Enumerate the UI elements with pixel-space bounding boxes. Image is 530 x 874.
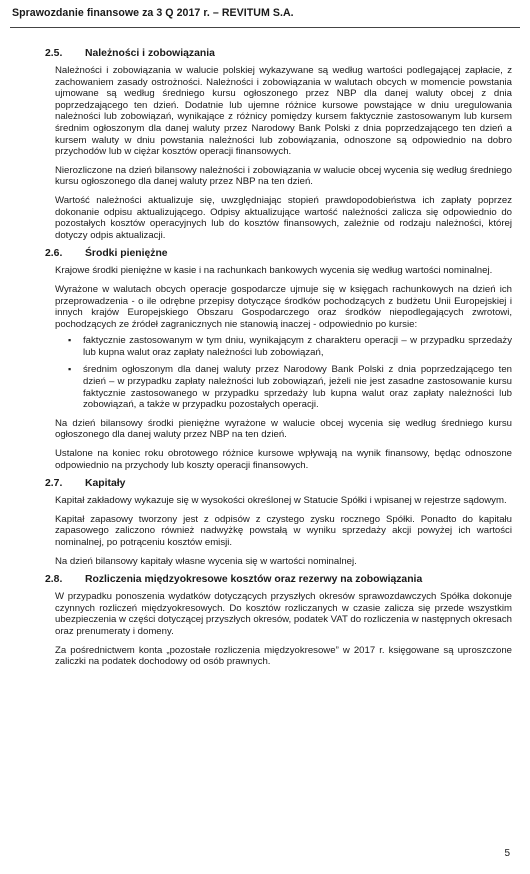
header-divider xyxy=(10,27,520,28)
square-bullet-icon: ▪ xyxy=(68,335,72,346)
list-item xyxy=(47,335,512,358)
document-body xyxy=(47,48,512,675)
section-heading-2-8 xyxy=(45,574,512,585)
section-heading-2-7 xyxy=(45,478,512,489)
section-number: 2.7. xyxy=(45,478,63,490)
section-title: Rozliczenia międzyokresowe kosztów oraz rezerwy na zobowiązania xyxy=(85,574,423,586)
list-item xyxy=(47,364,512,410)
paragraph: Wartość należności aktualizuje się, uwzględniając stopień prawdopodobieństwa ich zapłaty poprzez dokonanie odpisu aktualizującego. Odpisy aktualizujące wartość należności zalicza się odpowiednio do pozostałych kosztów operacyjnych lub do kosztów finansowych, zależnie od rodzaju należności, której dotyczy odpis aktualizacji. xyxy=(55,194,512,241)
paragraph: Należności i zobowiązania w walucie polskiej wykazywane są według wartości podlegającej zapłacie, z zachowaniem zasady ostrożności. Należności i zobowiązania w walutach obcych w momencie powstania ujmowane są według średniego kursu ogłoszonego przez NBP dla danej waluty obcej z dnia poprzedzającego ten dzień. Dodatnie lub ujemne różnice kursowe powstające w dniu uregulowania należności lub zobowiązań, wynikające z różnicy pomiędzy kursem faktycznie zastosowanym lub kursem średnim ogłoszonym dla danej waluty przez Narodowy Bank Polski z dnia poprzedzającego ten dzień a kursem waluty w dniu powstania należności lub zobowiązania, odnoszone są odpowiednio na dobro przychodów lub w ciężar kosztów operacji finansowych. xyxy=(55,65,512,158)
paragraph: W przypadku ponoszenia wydatków dotyczących przyszłych okresów sprawozdawczych Spółka dokonuje czynnych rozliczeń międzyokresowych. Do kosztów rozliczanych w czasie zalicza się przede wszystkim ubezpieczenia w części dotyczącej przyszłych okresów, podatek VAT do rozliczenia w następnych okresach oraz prenumeraty i domeny. xyxy=(55,591,512,637)
paragraph: Wyrażone w walutach obcych operacje gospodarcze ujmuje się w księgach rachunkowych na dzień ich przeprowadzenia - o ile odrębne przepisy dotyczące środków pochodzących z budżetu Unii Europejskiej i innych krajów Europejskiego Obszaru Gospodarczego oraz środków niepodlegających zwrotowi, pochodzących ze źródeł zagranicznych nie stanowią inaczej - odpowiednio po kursie: xyxy=(55,283,512,330)
paragraph: Ustalone na koniec roku obrotowego różnice kursowe wpływają na wynik finansowy, będąc odnoszone odpowiednio na przychody lub koszty operacji finansowych. xyxy=(55,448,512,471)
list-item-text: faktycznie zastosowanym w tym dniu, wynikającym z charakteru operacji – w przypadku sprzedaży lub kupna walut oraz zapłaty należności lub zobowiązań, xyxy=(83,335,512,358)
paragraph: Krajowe środki pieniężne w kasie i na rachunkach bankowych wycenia się według wartości nominalnej. xyxy=(55,265,493,277)
paragraph: Na dzień bilansowy kapitały własne wycenia się w wartości nominalnej. xyxy=(55,555,357,567)
document-header: Sprawozdanie finansowe za 3 Q 2017 r. – REVITUM S.A. xyxy=(12,7,294,19)
section-number: 2.6. xyxy=(45,248,63,260)
paragraph: Kapitał zapasowy tworzony jest z odpisów z czystego zysku rocznego Spółki. Ponadto do kapitału zapasowego zaliczono również nadwyżkę powstałą w wyniku sprzedaży akcji powyżej ich wartości nominalnej, po potrąceniu kosztów emisji. xyxy=(55,513,512,548)
section-heading-2-5 xyxy=(45,48,512,59)
section-number: 2.5. xyxy=(45,48,63,59)
section-heading-2-6 xyxy=(45,248,512,259)
section-title: Należności i zobowiązania xyxy=(85,48,215,59)
page-number: 5 xyxy=(504,848,510,859)
paragraph: Nierozliczone na dzień bilansowy należności i zobowiązania w walucie obcej wycenia się według średniego kursu ogłoszonego dla danej waluty przez NBP na ten dzień. xyxy=(55,164,512,188)
section-title: Kapitały xyxy=(85,478,126,490)
square-bullet-icon: ▪ xyxy=(68,364,72,375)
paragraph: Kapitał zakładowy wykazuje się w wysokości określonej w Statucie Spółki i wpisanej w rejestrze sądowym. xyxy=(55,495,507,507)
list-item-text: średnim ogłoszonym dla danej waluty przez Narodowy Bank Polski z dnia poprzedzającego ten dzień – w przypadku zapłaty należności lub zobowiązań, jeżeli nie jest zasadne zastosowanie kursu faktycznie zastosowanego w przypadku sprzedaży lub kupna walut oraz zapłaty należności lub zobowiązań, a także w przypadku pozostałych operacji. xyxy=(83,364,512,411)
paragraph: Na dzień bilansowy środki pieniężne wyrażone w walucie obcej wycenia się według średniego kursu ogłoszonego dla danej waluty przez NBP na ten dzień. xyxy=(55,417,512,441)
bullet-list xyxy=(47,335,512,411)
section-title: Środki pieniężne xyxy=(85,248,168,260)
paragraph: Za pośrednictwem konta „pozostałe rozliczenia międzyokresowe” w 2017 r. księgowane są uproszczone zaliczki na podatek dochodowy od osób prawnych. xyxy=(55,644,512,668)
section-number: 2.8. xyxy=(45,574,63,586)
